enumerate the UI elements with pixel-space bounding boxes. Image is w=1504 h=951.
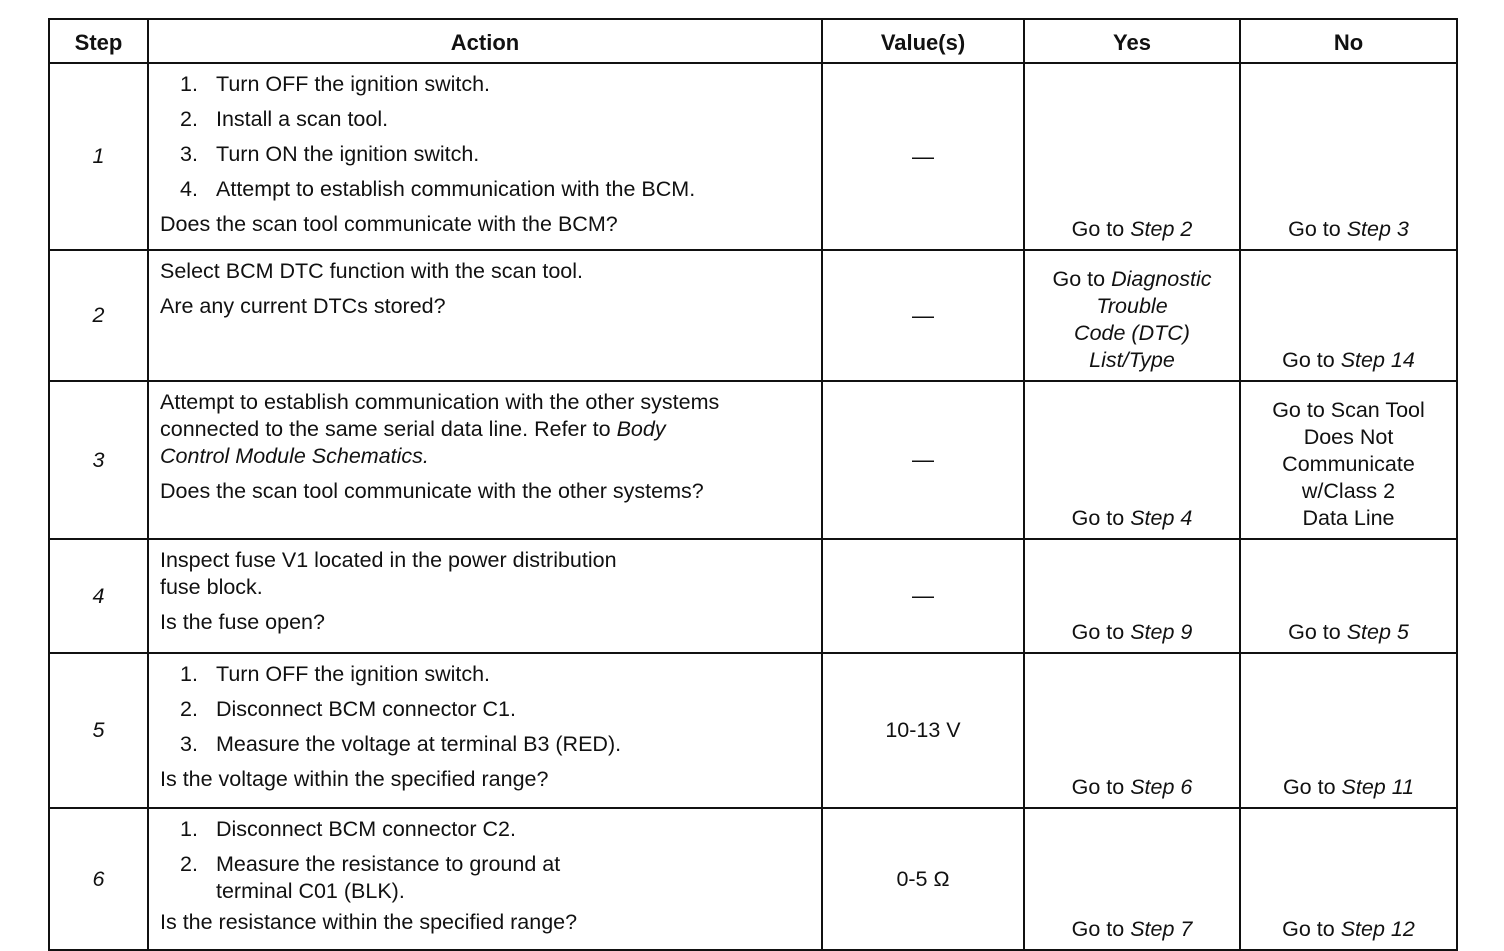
header-step: Step — [49, 19, 148, 63]
yes-prefix: Go to — [1071, 506, 1125, 530]
no-cell — [1240, 250, 1457, 381]
item-number: 2. — [180, 697, 198, 721]
action-item — [180, 816, 813, 843]
action-cell — [148, 653, 822, 808]
action-item — [180, 851, 813, 905]
item-text: Disconnect BCM connector C2. — [216, 817, 516, 841]
yes-prefix: Go to — [1071, 775, 1125, 799]
no-cell — [1240, 381, 1457, 539]
value-text: 0-5 Ω — [896, 866, 950, 891]
yes-target: Step 6 — [1130, 775, 1193, 799]
no-target: Step 12 — [1340, 917, 1415, 941]
item-text: Measure the voltage at terminal B3 (RED). — [216, 732, 622, 756]
item-number: 2. — [180, 107, 198, 131]
table-row — [49, 808, 1457, 950]
no-prefix: Go to — [1282, 917, 1335, 941]
yes-target: Step 7 — [1130, 917, 1193, 941]
action-question: Are any current DTCs stored? — [160, 294, 446, 318]
action-cell — [148, 539, 822, 653]
no-line: Data Line — [1302, 506, 1395, 530]
step-number: 4 — [49, 539, 148, 653]
no-prefix: Go to — [1282, 348, 1335, 372]
no-cell — [1240, 653, 1457, 808]
step-number: 2 — [49, 250, 148, 381]
action-question: Is the fuse open? — [160, 610, 325, 634]
yes-target: Step 9 — [1130, 620, 1193, 644]
no-cell — [1240, 63, 1457, 250]
yes-cell — [1024, 250, 1240, 381]
yes-prefix: Go to — [1071, 217, 1125, 241]
action-item — [180, 106, 813, 133]
step-number: 1 — [49, 63, 148, 250]
item-number: 1. — [180, 817, 198, 841]
no-prefix: Go to — [1282, 775, 1336, 799]
no-target: Step 3 — [1346, 217, 1409, 241]
value-text: — — [912, 583, 934, 608]
no-prefix: Go to — [1288, 217, 1341, 241]
table-row — [49, 381, 1457, 539]
yes-target: Diagnostic — [1111, 267, 1212, 291]
yes-line — [1029, 266, 1235, 293]
step-number: 3 — [49, 381, 148, 539]
value-cell — [822, 653, 1024, 808]
header-yes: Yes — [1024, 19, 1240, 63]
header-values: Value(s) — [822, 19, 1024, 63]
action-item — [180, 141, 813, 168]
item-text: Turn ON the ignition switch. — [216, 142, 480, 166]
item-text-line: terminal C01 (BLK). — [216, 879, 405, 903]
no-target: Step 5 — [1346, 620, 1409, 644]
no-cell — [1240, 539, 1457, 653]
diagnostic-table — [48, 18, 1458, 951]
value-cell — [822, 381, 1024, 539]
item-text: Turn OFF the ignition switch. — [216, 72, 491, 96]
action-text: Select BCM DTC function with the scan tool. — [160, 259, 584, 283]
no-prefix: Go to — [1288, 620, 1341, 644]
action-question: Does the scan tool communicate with the BCM? — [160, 212, 618, 236]
yes-cell — [1024, 381, 1240, 539]
action-cell — [148, 808, 822, 950]
table-row — [49, 250, 1457, 381]
yes-cell — [1024, 808, 1240, 950]
action-text-line: fuse block. — [160, 575, 263, 599]
value-text: — — [912, 302, 934, 328]
no-line: Go to Scan Tool — [1272, 398, 1425, 422]
action-cell — [148, 250, 822, 381]
item-number: 3. — [180, 732, 198, 756]
action-item — [180, 176, 813, 203]
no-line: w/Class 2 — [1301, 479, 1396, 503]
item-number: 1. — [180, 662, 198, 686]
item-text: Attempt to establish communication with the BCM. — [216, 177, 696, 201]
yes-prefix: Go to — [1052, 267, 1106, 291]
item-text: Disconnect BCM connector C1. — [216, 697, 516, 721]
action-question: Is the voltage within the specified range? — [160, 767, 549, 791]
yes-prefix: Go to — [1071, 620, 1125, 644]
action-question: Is the resistance within the specified range? — [160, 910, 578, 934]
value-text: — — [912, 447, 934, 472]
item-number: 3. — [180, 142, 198, 166]
yes-target-line: Trouble — [1096, 294, 1168, 318]
step-number: 5 — [49, 653, 148, 808]
action-text-line: Attempt to establish communication with the other systems — [160, 390, 720, 414]
action-question: Does the scan tool communicate with the other systems? — [160, 479, 704, 503]
item-number: 4. — [180, 177, 198, 201]
item-text: Turn OFF the ignition switch. — [216, 662, 491, 686]
action-text — [160, 547, 813, 601]
table-row — [49, 653, 1457, 808]
no-target: Step 11 — [1341, 775, 1415, 799]
yes-cell — [1024, 63, 1240, 250]
step-number: 6 — [49, 808, 148, 950]
value-cell — [822, 250, 1024, 381]
table-row — [49, 539, 1457, 653]
action-text-line: connected to the same serial data line. Refer to — [160, 417, 611, 441]
value-cell — [822, 63, 1024, 250]
header-no: No — [1240, 19, 1457, 63]
action-item — [180, 71, 813, 98]
no-line: Does Not — [1303, 425, 1394, 449]
schematic-reference: Body — [616, 417, 666, 441]
item-number: 1. — [180, 72, 198, 96]
header-row — [49, 19, 1457, 63]
yes-cell — [1024, 539, 1240, 653]
item-text: Install a scan tool. — [216, 107, 389, 131]
item-text — [216, 851, 813, 905]
yes-target: Step 4 — [1130, 506, 1193, 530]
action-text-line: Inspect fuse V1 located in the power distribution — [160, 548, 617, 572]
value-text: — — [912, 143, 934, 169]
yes-target-line: List/Type — [1089, 348, 1175, 372]
yes-target: Step 2 — [1130, 217, 1193, 241]
value-text: 10-13 V — [885, 718, 961, 742]
action-cell — [148, 381, 822, 539]
no-cell — [1240, 808, 1457, 950]
table-row — [49, 63, 1457, 250]
value-cell — [822, 539, 1024, 653]
action-text — [160, 389, 813, 470]
no-target: Step 14 — [1340, 348, 1415, 372]
action-item — [180, 661, 813, 688]
action-item — [180, 696, 813, 723]
schematic-reference: Control Module Schematics. — [160, 444, 429, 468]
item-text-line: Measure the resistance to ground at — [216, 852, 561, 876]
no-line: Communicate — [1282, 452, 1415, 476]
action-cell — [148, 63, 822, 250]
item-number: 2. — [180, 852, 198, 876]
yes-target-line: Code (DTC) — [1074, 321, 1190, 345]
action-item — [180, 731, 813, 758]
yes-prefix: Go to — [1071, 917, 1125, 941]
value-cell — [822, 808, 1024, 950]
header-action: Action — [148, 19, 822, 63]
yes-cell — [1024, 653, 1240, 808]
